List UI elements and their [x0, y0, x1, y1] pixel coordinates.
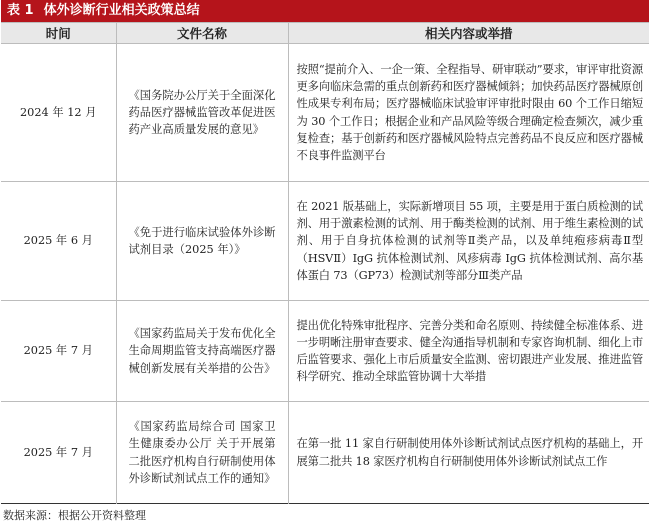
- table-row: [1, 44, 649, 182]
- cell-document: 《国务院办公厅关于全面深化药品医疗器械监管改革促进医药产业高质量发展的意见》: [116, 44, 288, 182]
- table-title: 体外诊断行业相关政策总结: [43, 3, 200, 18]
- cell-content: 在 2021 版基础上，实际新增项目 55 项，主要是用于蛋白质检测的试剂、用于激素检测的试剂、用于酶类检测的试剂、用于维生素检测的试剂、用于自身抗体检测的试剂等Ⅱ类产品，以及单纯疱疹病毒Ⅱ型（HSVⅡ）IgG 抗体检测试剂、风疹病毒 IgG 抗体检测试剂、高尔基体蛋白 73（GP73）检测试剂等部分Ⅲ类产品: [288, 182, 649, 301]
- header-document: 文件名称: [116, 23, 288, 44]
- cell-time: 2025 年 7 月: [1, 301, 116, 402]
- cell-document: 《免于进行临床试验体外诊断试剂目录（2025 年）》: [116, 182, 288, 301]
- table-row: [1, 402, 649, 504]
- header-time: 时间: [1, 23, 116, 44]
- data-source-note: 数据来源：根据公开资料整理: [3, 509, 146, 522]
- policy-table: [1, 22, 649, 504]
- table-number: 表 1: [7, 3, 34, 18]
- cell-time: 2025 年 6 月: [1, 182, 116, 301]
- cell-content: 提出优化特殊审批程序、完善分类和命名原则、持续健全标准体系、进一步明晰注册审查要求、健全沟通指导机制和专家咨询机制、细化上市后监管要求、强化上市后质量安全监测、密切跟进产业发展、推进监管科学研究、推动全球监管协调十大举措: [288, 301, 649, 402]
- cell-time: 2025 年 7 月: [1, 402, 116, 504]
- policy-table-figure: [1, 0, 649, 523]
- table-row: [1, 301, 649, 402]
- cell-content: 按照“提前介入、一企一策、全程指导、研审联动”要求，审评审批资源更多向临床急需的重点创新药和医疗器械倾斜；加快药品医疗器械原创性成果专利布局；医疗器械临床试验审评审批时限由 60 个工作日缩短为 30 个工作日；根据企业和产品风险等级合理确定检查频次，减少重复检查；基于创新药和医疗器械风险特点完善药品不良反应和医疗器械不良事件监测平台: [288, 44, 649, 182]
- cell-document: 《国家药监局关于发布优化全生命周期监管支持高端医疗器械创新发展有关举措的公告》: [116, 301, 288, 402]
- cell-content: 在第一批 11 家自行研制使用体外诊断试剂试点医疗机构的基础上，开展第二批共 18 家医疗机构自行研制使用体外诊断试剂试点工作: [288, 402, 649, 504]
- cell-time: 2024 年 12 月: [1, 44, 116, 182]
- header-content: 相关内容或举措: [288, 23, 649, 44]
- cell-document: 《国家药监局综合司 国家卫生健康委办公厅 关于开展第二批医疗机构自行研制使用体外诊断试剂试点工作的通知》: [116, 402, 288, 504]
- table-row: [1, 182, 649, 301]
- table-caption: [1, 0, 649, 22]
- table-header-row: [1, 23, 649, 44]
